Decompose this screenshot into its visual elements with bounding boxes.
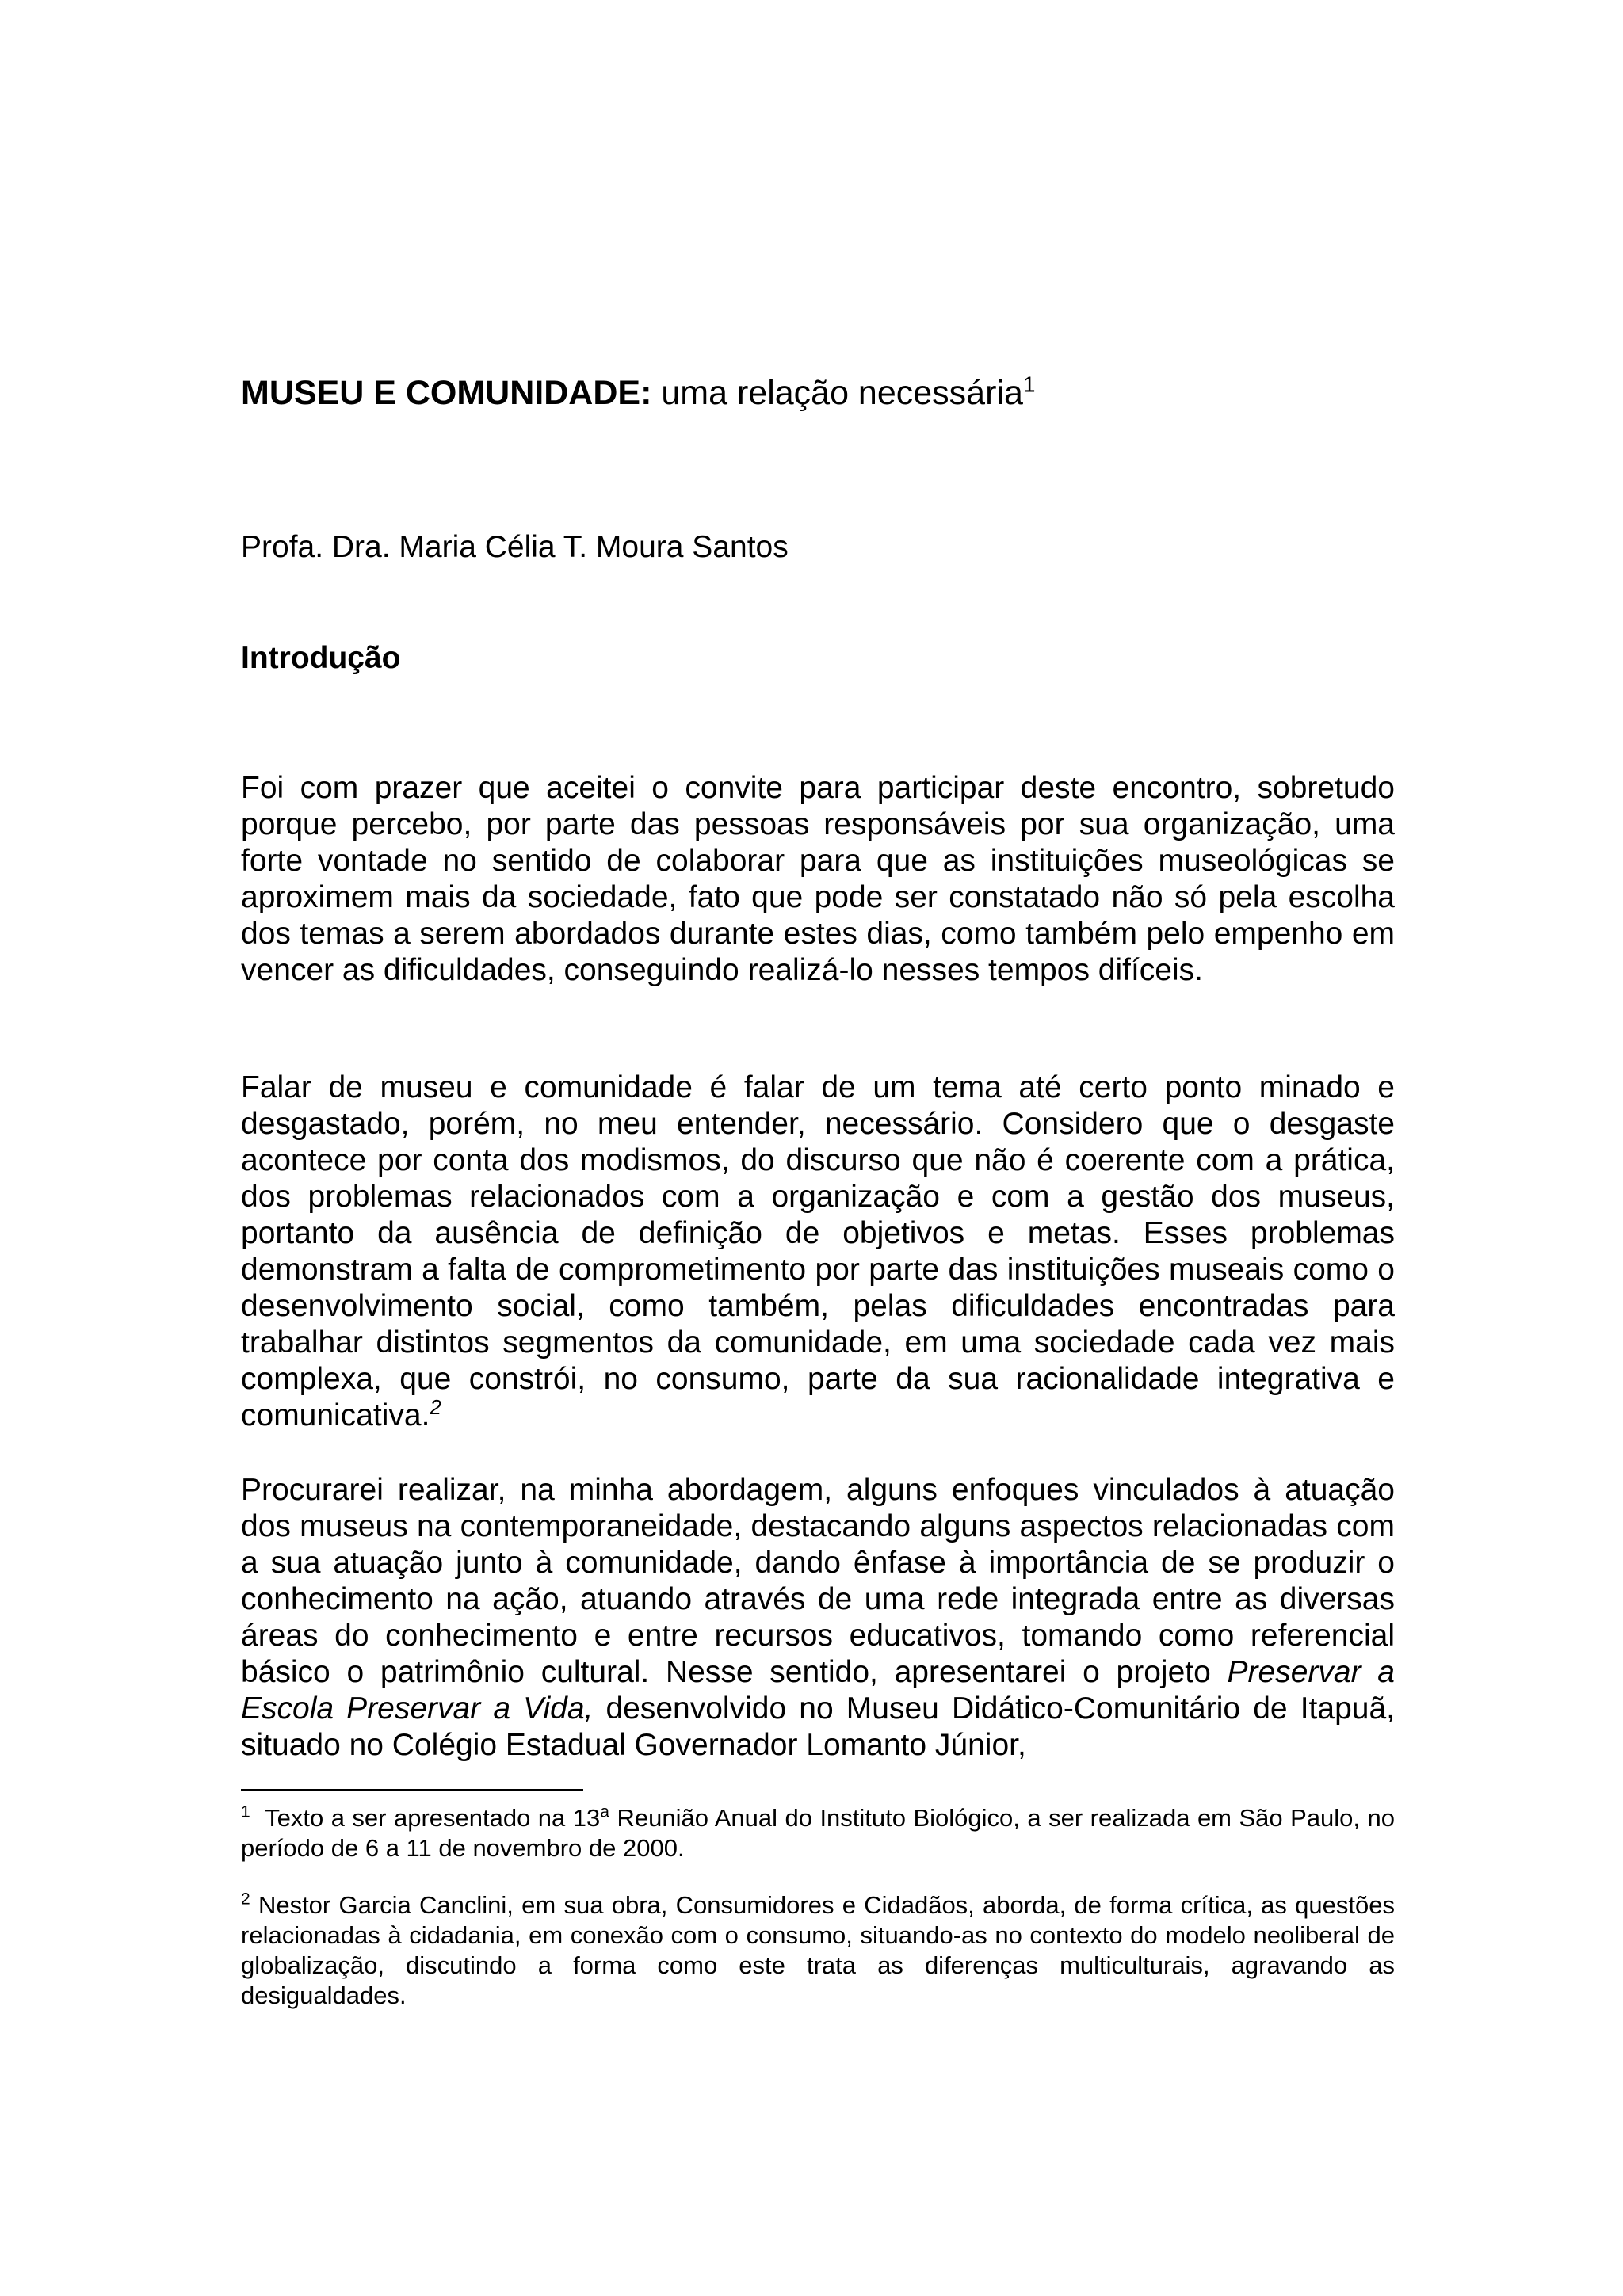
section-heading: Introdução: [241, 641, 401, 675]
footnote-1-text-b: Reunião Anual do Instituto Biológico, a ser realizada em São Paulo, no período de 6 a 11 de novembro de 2000.: [241, 1804, 1396, 1862]
paragraph-3: [241, 1472, 1395, 1764]
paragraph-2-text: Falar de museu e comunidade é falar de um tema até certo ponto minado e desgastado, porém, no meu entender, necessário. Considero que o desgaste acontece por conta dos modismos, do discurso que não é coerente com a prática, dos problemas relacionados com a organização e com a gestão dos museus, portanto da ausência de definição de objetivos e metas. Esses problemas demonstram a falta de comprometimento por parte das instituições museais como o desenvolvimento social, como também, pelas dificuldades encontradas para trabalhar distintos segmentos da comunidade, em uma sociedade cada vez mais complexa, que constrói, no consumo, parte da sua racionalidade integrativa e comunicativa.: [241, 1070, 1395, 1432]
footnote-divider: [241, 1789, 583, 1791]
document-title: [241, 371, 1395, 415]
footnote-2-text: Nestor Garcia Canclini, em sua obra, Consumidores e Cidadãos, aborda, de forma crítica, as questões relacionadas à cidadania, em conexão com o consumo, situando-as no contexto do modelo neoliberal de globalização, discutindo a forma como este trata as diferenças multiculturais, agravando as desigualdades.: [241, 1891, 1395, 2009]
title-footnote-ref: 1: [1022, 372, 1036, 397]
footnote-1-text-a: Texto a ser apresentado na 13: [265, 1804, 601, 1832]
footnote-1-ordinal: a: [600, 1802, 609, 1821]
footnote-2-number: 2: [241, 1890, 250, 1909]
footnote-1-number: 1: [241, 1802, 250, 1821]
paragraph-2: [241, 1070, 1395, 1434]
project-name: Preservar a Escola Preservar a Vida,: [241, 1655, 1395, 1726]
paragraph-1: Foi com prazer que aceitei o convite para participar deste encontro, sobretudo porque percebo, por parte das pessoas responsáveis por sua organização, uma forte vontade no sentido de colaborar para que as instituições museológicas se aproximem mais da sociedade, fato que pode ser constatado não só pela escolha dos temas a serem abordados durante estes dias, como também pelo empenho em vencer as dificuldades, conseguindo realizá-lo nesses tempos difíceis.: [241, 771, 1395, 987]
footnote-2: [241, 1890, 1395, 2011]
title-subtitle: uma relação necessária: [661, 374, 1023, 412]
paragraph-2-footnote-ref: 2: [430, 1395, 441, 1419]
author-line: Profa. Dra. Maria Célia T. Moura Santos: [241, 530, 789, 564]
footnote-1: [241, 1803, 1395, 1863]
title-bold: MUSEU E COMUNIDADE:: [241, 374, 652, 412]
paragraph-3-text-b: desenvolvido no Museu Didático-Comunitário de Itapuã, situado no Colégio Estadual Governador Lomanto Júnior,: [241, 1691, 1395, 1762]
paragraph-3-text-a: Procurarei realizar, na minha abordagem, alguns enfoques vinculados à atuação dos museus na contemporaneidade, destacando alguns aspectos relacionadas com a sua atuação junto à comunidade, dando ênfase à importância de se produzir o conhecimento na ação, atuando através de uma rede integrada entre as diversas áreas do conhecimento e entre recursos educativos, tomando como referencial básico o patrimônio cultural. Nesse sentido, apresentarei o projeto: [241, 1473, 1395, 1689]
